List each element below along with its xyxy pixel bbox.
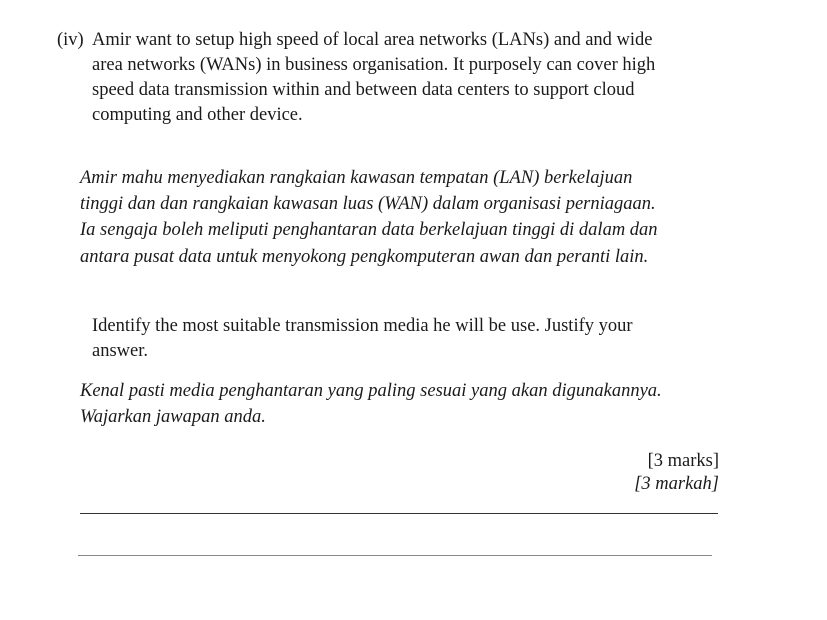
answer-line[interactable] — [78, 555, 712, 556]
task-text-line: Identify the most suitable transmission media he will be use. Justify your — [92, 316, 633, 336]
question-text-line: speed data transmission within and between data centers to support cloud — [92, 80, 635, 100]
malay-text-line: Amir mahu menyediakan rangkaian kawasan tempatan (LAN) berkelajuan — [80, 168, 633, 188]
task-text-line: answer. — [92, 341, 148, 361]
question-text-line: computing and other device. — [92, 105, 303, 125]
question-text-line: area networks (WANs) in business organisation. It purposely can cover high — [92, 55, 656, 75]
marks-malay: [3 markah] — [634, 474, 719, 494]
question-text-line: Amir want to setup high speed of local area networks (LANs) and and wide — [92, 30, 653, 50]
task-malay-line: Kenal pasti media penghantaran yang paling sesuai yang akan digunakannya. — [80, 381, 662, 401]
task-malay-line: Wajarkan jawapan anda. — [80, 407, 266, 427]
marks-english: [3 marks] — [647, 451, 719, 471]
malay-text-line: tinggi dan dan rangkaian kawasan luas (WAN) dalam organisasi perniagaan. — [80, 194, 656, 214]
question-number: (iv) — [57, 30, 84, 50]
malay-text-line: antara pusat data untuk menyokong pengkomputeran awan dan peranti lain. — [80, 247, 649, 267]
malay-text-line: Ia sengaja boleh meliputi penghantaran data berkelajuan tinggi di dalam dan — [80, 220, 658, 240]
answer-line[interactable] — [80, 513, 718, 514]
